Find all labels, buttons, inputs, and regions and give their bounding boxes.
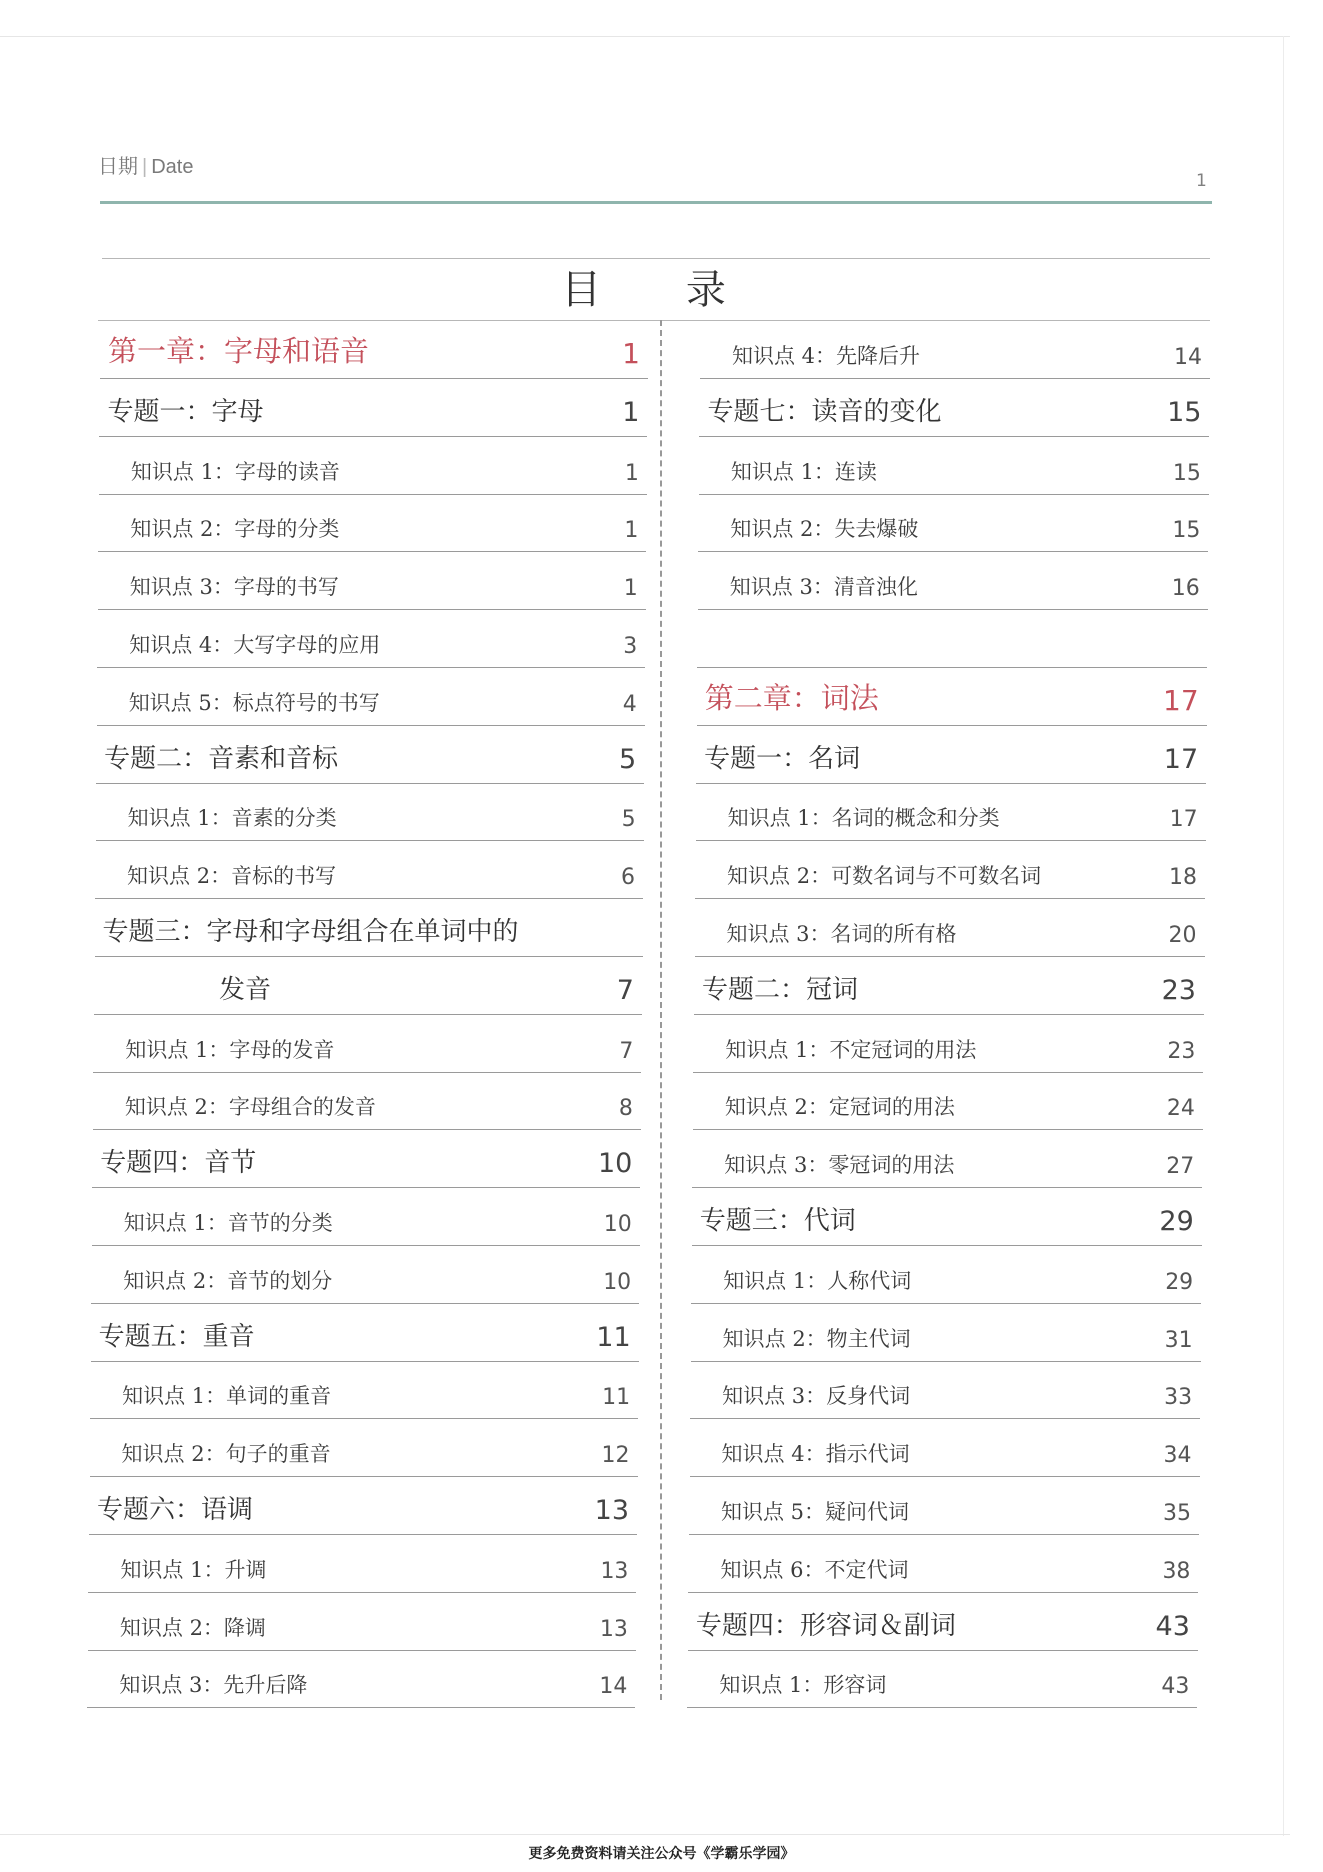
toc-row-topic xyxy=(96,727,644,784)
toc-row-topic xyxy=(91,1305,639,1362)
toc-entry-page: 15 xyxy=(1167,396,1202,428)
toc-entry-page: 14 xyxy=(1174,345,1202,370)
toc-row-point xyxy=(699,438,1209,495)
date-separator: | xyxy=(142,156,148,178)
toc-entry-label: 知识点 4：先降后升 xyxy=(732,344,921,368)
toc-row-topic xyxy=(694,958,1204,1015)
toc-entry-page: 10 xyxy=(603,1269,632,1295)
toc-entry-label: 知识点 5：标点符号的书写 xyxy=(128,690,380,715)
date-label-en: Date xyxy=(151,156,194,178)
toc-entry-label: 专题四：形容词＆副词 xyxy=(695,1610,956,1641)
toc-entry-label: 知识点 2：字母的分类 xyxy=(130,517,340,542)
toc-title: 目 录 xyxy=(561,267,762,313)
toc-entry-page: 16 xyxy=(1171,576,1200,602)
toc-row-blank xyxy=(697,611,1207,668)
toc-row-point xyxy=(691,1305,1201,1362)
toc-row-point xyxy=(700,322,1210,379)
toc-entry-label: 知识点 2：字母组合的发音 xyxy=(124,1095,376,1120)
toc-entry-page: 23 xyxy=(1161,974,1196,1006)
toc-entry-page: 7 xyxy=(619,1038,634,1064)
toc-entry-page: 11 xyxy=(602,1385,631,1411)
toc-entry-page: 4 xyxy=(622,691,637,717)
toc-entry-page: 8 xyxy=(618,1096,633,1122)
toc-entry-label: 专题二：音素和音标 xyxy=(104,743,339,774)
toc-entry-label: 知识点 3：清音浊化 xyxy=(729,575,918,600)
toc-row-chapter xyxy=(100,322,648,379)
toc-entry-label: 知识点 5：疑问代词 xyxy=(721,1500,910,1524)
toc-entry-page: 29 xyxy=(1165,1269,1194,1295)
toc-entry-page: 5 xyxy=(621,807,636,833)
toc-entry-label: 知识点 1：人称代词 xyxy=(723,1268,912,1293)
toc-entry-label: 知识点 1：升调 xyxy=(120,1557,267,1582)
toc-entry-page: 15 xyxy=(1172,518,1201,544)
toc-row-point xyxy=(691,1247,1201,1304)
toc-entry-page: 29 xyxy=(1159,1206,1194,1237)
toc-entry-label: 知识点 3：反身代词 xyxy=(722,1384,911,1409)
toc-entry-label: 专题五：重音 xyxy=(98,1321,255,1352)
toc-entry-label: 知识点 2：音节的划分 xyxy=(123,1268,333,1293)
toc-entry-page: 13 xyxy=(599,1616,628,1642)
toc-row-point xyxy=(90,1362,638,1419)
toc-entry-page: 3 xyxy=(623,634,638,659)
toc-row-topic xyxy=(688,1594,1198,1651)
toc-entry-label: 知识点 2：降调 xyxy=(119,1615,266,1640)
toc-row-point xyxy=(690,1362,1200,1419)
toc-entry-label: 知识点 1：形容词 xyxy=(719,1673,887,1698)
toc-entry-page: 17 xyxy=(1169,807,1198,833)
toc-row-point xyxy=(93,1016,641,1073)
toc-entry-page: 34 xyxy=(1163,1443,1192,1469)
toc-entry-page: 23 xyxy=(1167,1038,1196,1064)
toc-entry-label: 知识点 2：失去爆破 xyxy=(730,517,919,542)
page-edge-top xyxy=(0,36,1290,37)
footer-note: 更多免费资料请关注公众号《学霸乐学园》 xyxy=(528,1846,795,1862)
toc-entry-label: 知识点 1：音节的分类 xyxy=(123,1211,333,1235)
toc-entry-label: 知识点 1：音素的分类 xyxy=(127,806,337,831)
toc-entry-page: 1 xyxy=(622,337,640,370)
toc-entry-page: 14 xyxy=(599,1674,628,1700)
toc-entry-page: 13 xyxy=(600,1558,629,1584)
toc-entry-label: 知识点 3：零冠词的用法 xyxy=(724,1153,955,1178)
toc-entry-label: 知识点 3：名词的所有格 xyxy=(726,922,957,946)
toc-entry-label: 知识点 3：先升后降 xyxy=(119,1673,308,1698)
toc-entry-page: 35 xyxy=(1163,1501,1191,1526)
toc-entry-label: 知识点 4：大写字母的应用 xyxy=(129,633,381,657)
toc-row-point xyxy=(689,1478,1199,1535)
toc-entry-label: 知识点 2：可数名词与不可数名词 xyxy=(727,864,1042,889)
toc-entry-page: 1 xyxy=(624,460,639,486)
toc-row-point xyxy=(695,900,1205,957)
toc-entry-page: 7 xyxy=(616,974,634,1006)
toc-entry-page: 17 xyxy=(1163,683,1199,717)
toc-row-point xyxy=(690,1420,1200,1477)
toc-entry-page: 1 xyxy=(623,576,638,602)
toc-entry-page: 5 xyxy=(618,743,637,775)
toc-row-topic xyxy=(92,1131,640,1188)
toc-entry-label: 知识点 6：不定代词 xyxy=(720,1557,909,1582)
toc-entry-label: 知识点 2：物主代词 xyxy=(722,1326,911,1351)
toc-entry-page: 1 xyxy=(622,396,640,428)
toc-entry-label: 知识点 1：单词的重音 xyxy=(122,1384,332,1409)
toc-entry-page: 43 xyxy=(1161,1674,1190,1700)
toc-row-point xyxy=(95,842,643,899)
toc-entry-label: 第二章：词法 xyxy=(704,680,879,715)
toc-row-topic xyxy=(692,1189,1202,1246)
toc-entry-label: 专题一：名词 xyxy=(704,743,861,774)
toc-entry-page: 33 xyxy=(1164,1385,1193,1411)
toc-row-point xyxy=(88,1594,636,1651)
toc-entry-label: 发音 xyxy=(218,974,271,1005)
title-rule-bottom xyxy=(98,320,1210,321)
toc-row-point xyxy=(696,784,1206,841)
toc-entry-label: 专题六：语调 xyxy=(97,1495,254,1525)
page-number: 1 xyxy=(1196,171,1207,191)
toc-row-topic xyxy=(699,380,1209,437)
toc-row-point xyxy=(98,495,646,552)
toc-entry-page: 27 xyxy=(1166,1154,1195,1180)
toc-entry-page: 6 xyxy=(621,865,636,891)
toc-entry-label: 专题三：代词 xyxy=(699,1206,856,1236)
toc-row-point xyxy=(693,1016,1203,1073)
page-edge-bottom xyxy=(0,1834,1290,1835)
toc-row-chapter xyxy=(697,669,1207,726)
toc-row-topic-cont xyxy=(94,958,642,1015)
toc-row-topic xyxy=(89,1478,637,1535)
toc-row-point xyxy=(88,1536,636,1593)
toc-row-point xyxy=(97,611,645,668)
toc-row-topic xyxy=(99,380,647,437)
toc-row-point xyxy=(99,438,647,495)
toc-row-point xyxy=(91,1247,639,1304)
column-divider xyxy=(660,320,662,1700)
toc-entry-page: 10 xyxy=(597,1148,633,1180)
toc-row-point xyxy=(698,553,1208,610)
toc-entry-page: 31 xyxy=(1164,1327,1193,1353)
toc-entry-label: 知识点 1：连读 xyxy=(730,459,877,484)
toc-row-point xyxy=(93,1073,641,1130)
toc-entry-label: 专题四：音节 xyxy=(100,1148,257,1179)
toc-row-point xyxy=(96,784,644,841)
toc-entry-label: 专题一：字母 xyxy=(107,396,264,427)
toc-entry-page: 10 xyxy=(603,1212,632,1237)
toc-entry-label: 知识点 2：句子的重音 xyxy=(121,1442,331,1467)
toc-entry-label: 知识点 3：字母的书写 xyxy=(129,575,339,600)
toc-entry-page: 13 xyxy=(594,1495,629,1526)
toc-entry-page: 38 xyxy=(1162,1558,1191,1584)
toc-row-point xyxy=(97,669,645,726)
toc-row-point xyxy=(695,842,1205,899)
toc-row-point xyxy=(87,1651,635,1708)
toc-entry-page: 24 xyxy=(1166,1096,1195,1122)
toc-entry-page: 17 xyxy=(1163,743,1199,775)
toc-entry-page: 12 xyxy=(601,1443,630,1469)
toc-row-point xyxy=(687,1651,1197,1708)
toc-row-topic xyxy=(95,900,643,957)
toc-entry-label: 知识点 1：不定冠词的用法 xyxy=(725,1037,977,1062)
toc-entry-label: 知识点 4：指示代词 xyxy=(721,1442,910,1467)
toc-entry-label: 第一章：字母和语音 xyxy=(108,334,370,368)
toc-row-point xyxy=(698,495,1208,552)
toc-entry-label: 知识点 2：定冠词的用法 xyxy=(724,1095,955,1120)
toc-entry-page: 18 xyxy=(1169,865,1198,891)
toc-entry-label: 知识点 2：音标的书写 xyxy=(127,864,337,889)
toc-entry-label: 专题二：冠词 xyxy=(701,974,858,1005)
toc-row-point xyxy=(692,1131,1202,1188)
date-label xyxy=(98,150,193,179)
toc-entry-page: 1 xyxy=(624,518,639,544)
toc-row-point xyxy=(688,1536,1198,1593)
toc-row-point xyxy=(92,1189,640,1246)
toc-row-topic xyxy=(696,727,1206,784)
toc-entry-label: 知识点 1：名词的概念和分类 xyxy=(727,806,1000,831)
toc-entry-page: 43 xyxy=(1155,1610,1190,1642)
toc-entry-page: 15 xyxy=(1172,460,1201,486)
toc-entry-page: 20 xyxy=(1168,923,1197,948)
date-label-cn: 日期 xyxy=(98,156,138,178)
toc-row-point xyxy=(98,553,646,610)
toc-row-point xyxy=(90,1420,638,1477)
toc-entry-label: 知识点 1：字母的发音 xyxy=(125,1037,335,1062)
toc-entry-label: 专题七：读音的变化 xyxy=(707,396,942,427)
toc-row-point xyxy=(693,1073,1203,1130)
header-rule xyxy=(100,201,1212,204)
toc-entry-page: 11 xyxy=(596,1321,631,1353)
toc-entry-label: 知识点 1：字母的读音 xyxy=(130,459,340,484)
toc-entry-label: 专题三：字母和字母组合在单词中的 xyxy=(102,917,519,947)
